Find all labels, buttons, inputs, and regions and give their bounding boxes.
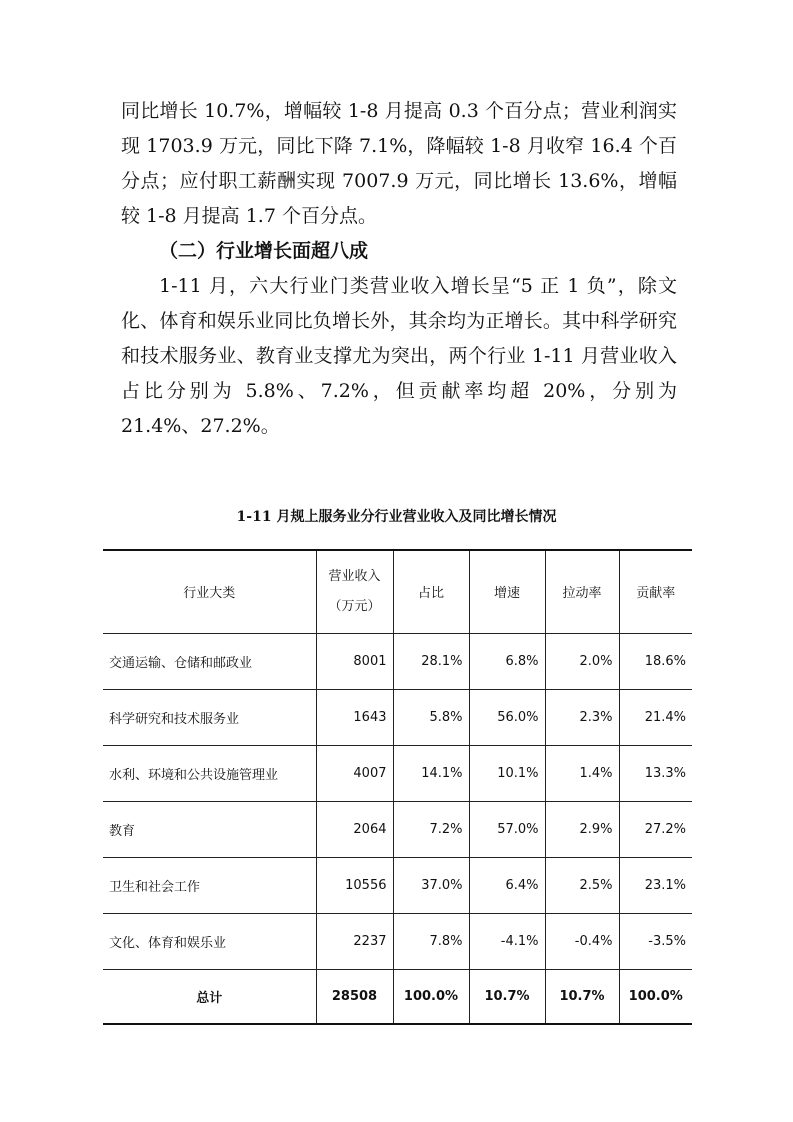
cell-growth: 56.0% <box>469 689 545 745</box>
cell-contribution: 18.6% <box>619 633 692 689</box>
table-row <box>103 633 692 689</box>
total-label: 总计 <box>103 969 316 1024</box>
cell-share: 7.2% <box>393 801 469 857</box>
cell-revenue: 10556 <box>316 857 393 913</box>
table-row <box>103 801 692 857</box>
table-row <box>103 745 692 801</box>
cell-share: 5.8% <box>393 689 469 745</box>
header-revenue-line1: 营业收入 <box>328 568 381 584</box>
cell-revenue: 2064 <box>316 801 393 857</box>
cell-contribution: 27.2% <box>619 801 692 857</box>
paragraph-industry-growth: 1-11 月，六大行业门类营业收入增长呈“5 正 1 负”，除文化、体育和娱乐业同比负增长外，其余均为正增长。其中科学研究和技术服务业、教育业支撑尤为突出，两个行业 1-11 月营业收入占比分别为 5.8%、7.2%，但贡献率均超 20%，分别为 21.4%、27.2%。 <box>121 275 677 437</box>
header-pull: 拉动率 <box>545 550 619 633</box>
total-revenue: 28508 <box>316 969 393 1024</box>
total-growth: 10.7% <box>469 969 545 1024</box>
section-heading: （二）行业增长面超八成 <box>159 240 369 262</box>
cell-growth: 6.8% <box>469 633 545 689</box>
header-share: 占比 <box>393 550 469 633</box>
table-header-row <box>103 550 692 633</box>
cell-pull: 1.4% <box>545 745 619 801</box>
cell-growth: -4.1% <box>469 913 545 969</box>
header-revenue-line2: （万元） <box>328 598 381 614</box>
cell-growth: 6.4% <box>469 857 545 913</box>
cell-industry: 科学研究和技术服务业 <box>103 689 316 745</box>
cell-pull: 2.0% <box>545 633 619 689</box>
header-contribution: 贡献率 <box>619 550 692 633</box>
header-industry: 行业大类 <box>103 550 316 633</box>
cell-contribution: 23.1% <box>619 857 692 913</box>
total-pull: 10.7% <box>545 969 619 1024</box>
cell-share: 7.8% <box>393 913 469 969</box>
paragraph-continued: 同比增长 10.7%，增幅较 1-8 月提高 0.3 个百分点；营业利润实现 1703.9 万元，同比下降 7.1%，降幅较 1-8 月收窄 16.4 个百分点；应付职工薪酬实现 7007.9 万元，同比增长 13.6%，增幅较 1-8 月提高 1.7 个百分点。 <box>121 100 677 227</box>
industry-revenue-table <box>103 549 692 1025</box>
cell-revenue: 2237 <box>316 913 393 969</box>
total-share: 100.0% <box>393 969 469 1024</box>
cell-share: 14.1% <box>393 745 469 801</box>
cell-pull: 2.5% <box>545 857 619 913</box>
cell-pull: 2.3% <box>545 689 619 745</box>
cell-revenue: 8001 <box>316 633 393 689</box>
body-text <box>121 94 677 444</box>
header-revenue <box>316 550 393 633</box>
table-title: 1-11 月规上服务业分行业营业收入及同比增长情况 <box>236 509 557 525</box>
cell-pull: -0.4% <box>545 913 619 969</box>
table-total-row <box>103 969 692 1024</box>
cell-growth: 57.0% <box>469 801 545 857</box>
cell-contribution: -3.5% <box>619 913 692 969</box>
cell-industry: 教育 <box>103 801 316 857</box>
cell-share: 28.1% <box>393 633 469 689</box>
table-row <box>103 689 692 745</box>
cell-share: 37.0% <box>393 857 469 913</box>
cell-pull: 2.9% <box>545 801 619 857</box>
total-contribution: 100.0% <box>619 969 692 1024</box>
cell-industry: 卫生和社会工作 <box>103 857 316 913</box>
cell-revenue: 1643 <box>316 689 393 745</box>
cell-industry: 文化、体育和娱乐业 <box>103 913 316 969</box>
cell-industry: 水利、环境和公共设施管理业 <box>103 745 316 801</box>
table-row <box>103 857 692 913</box>
cell-revenue: 4007 <box>316 745 393 801</box>
cell-industry: 交通运输、仓储和邮政业 <box>103 633 316 689</box>
cell-growth: 10.1% <box>469 745 545 801</box>
cell-contribution: 13.3% <box>619 745 692 801</box>
header-growth: 增速 <box>469 550 545 633</box>
cell-contribution: 21.4% <box>619 689 692 745</box>
table-row <box>103 913 692 969</box>
